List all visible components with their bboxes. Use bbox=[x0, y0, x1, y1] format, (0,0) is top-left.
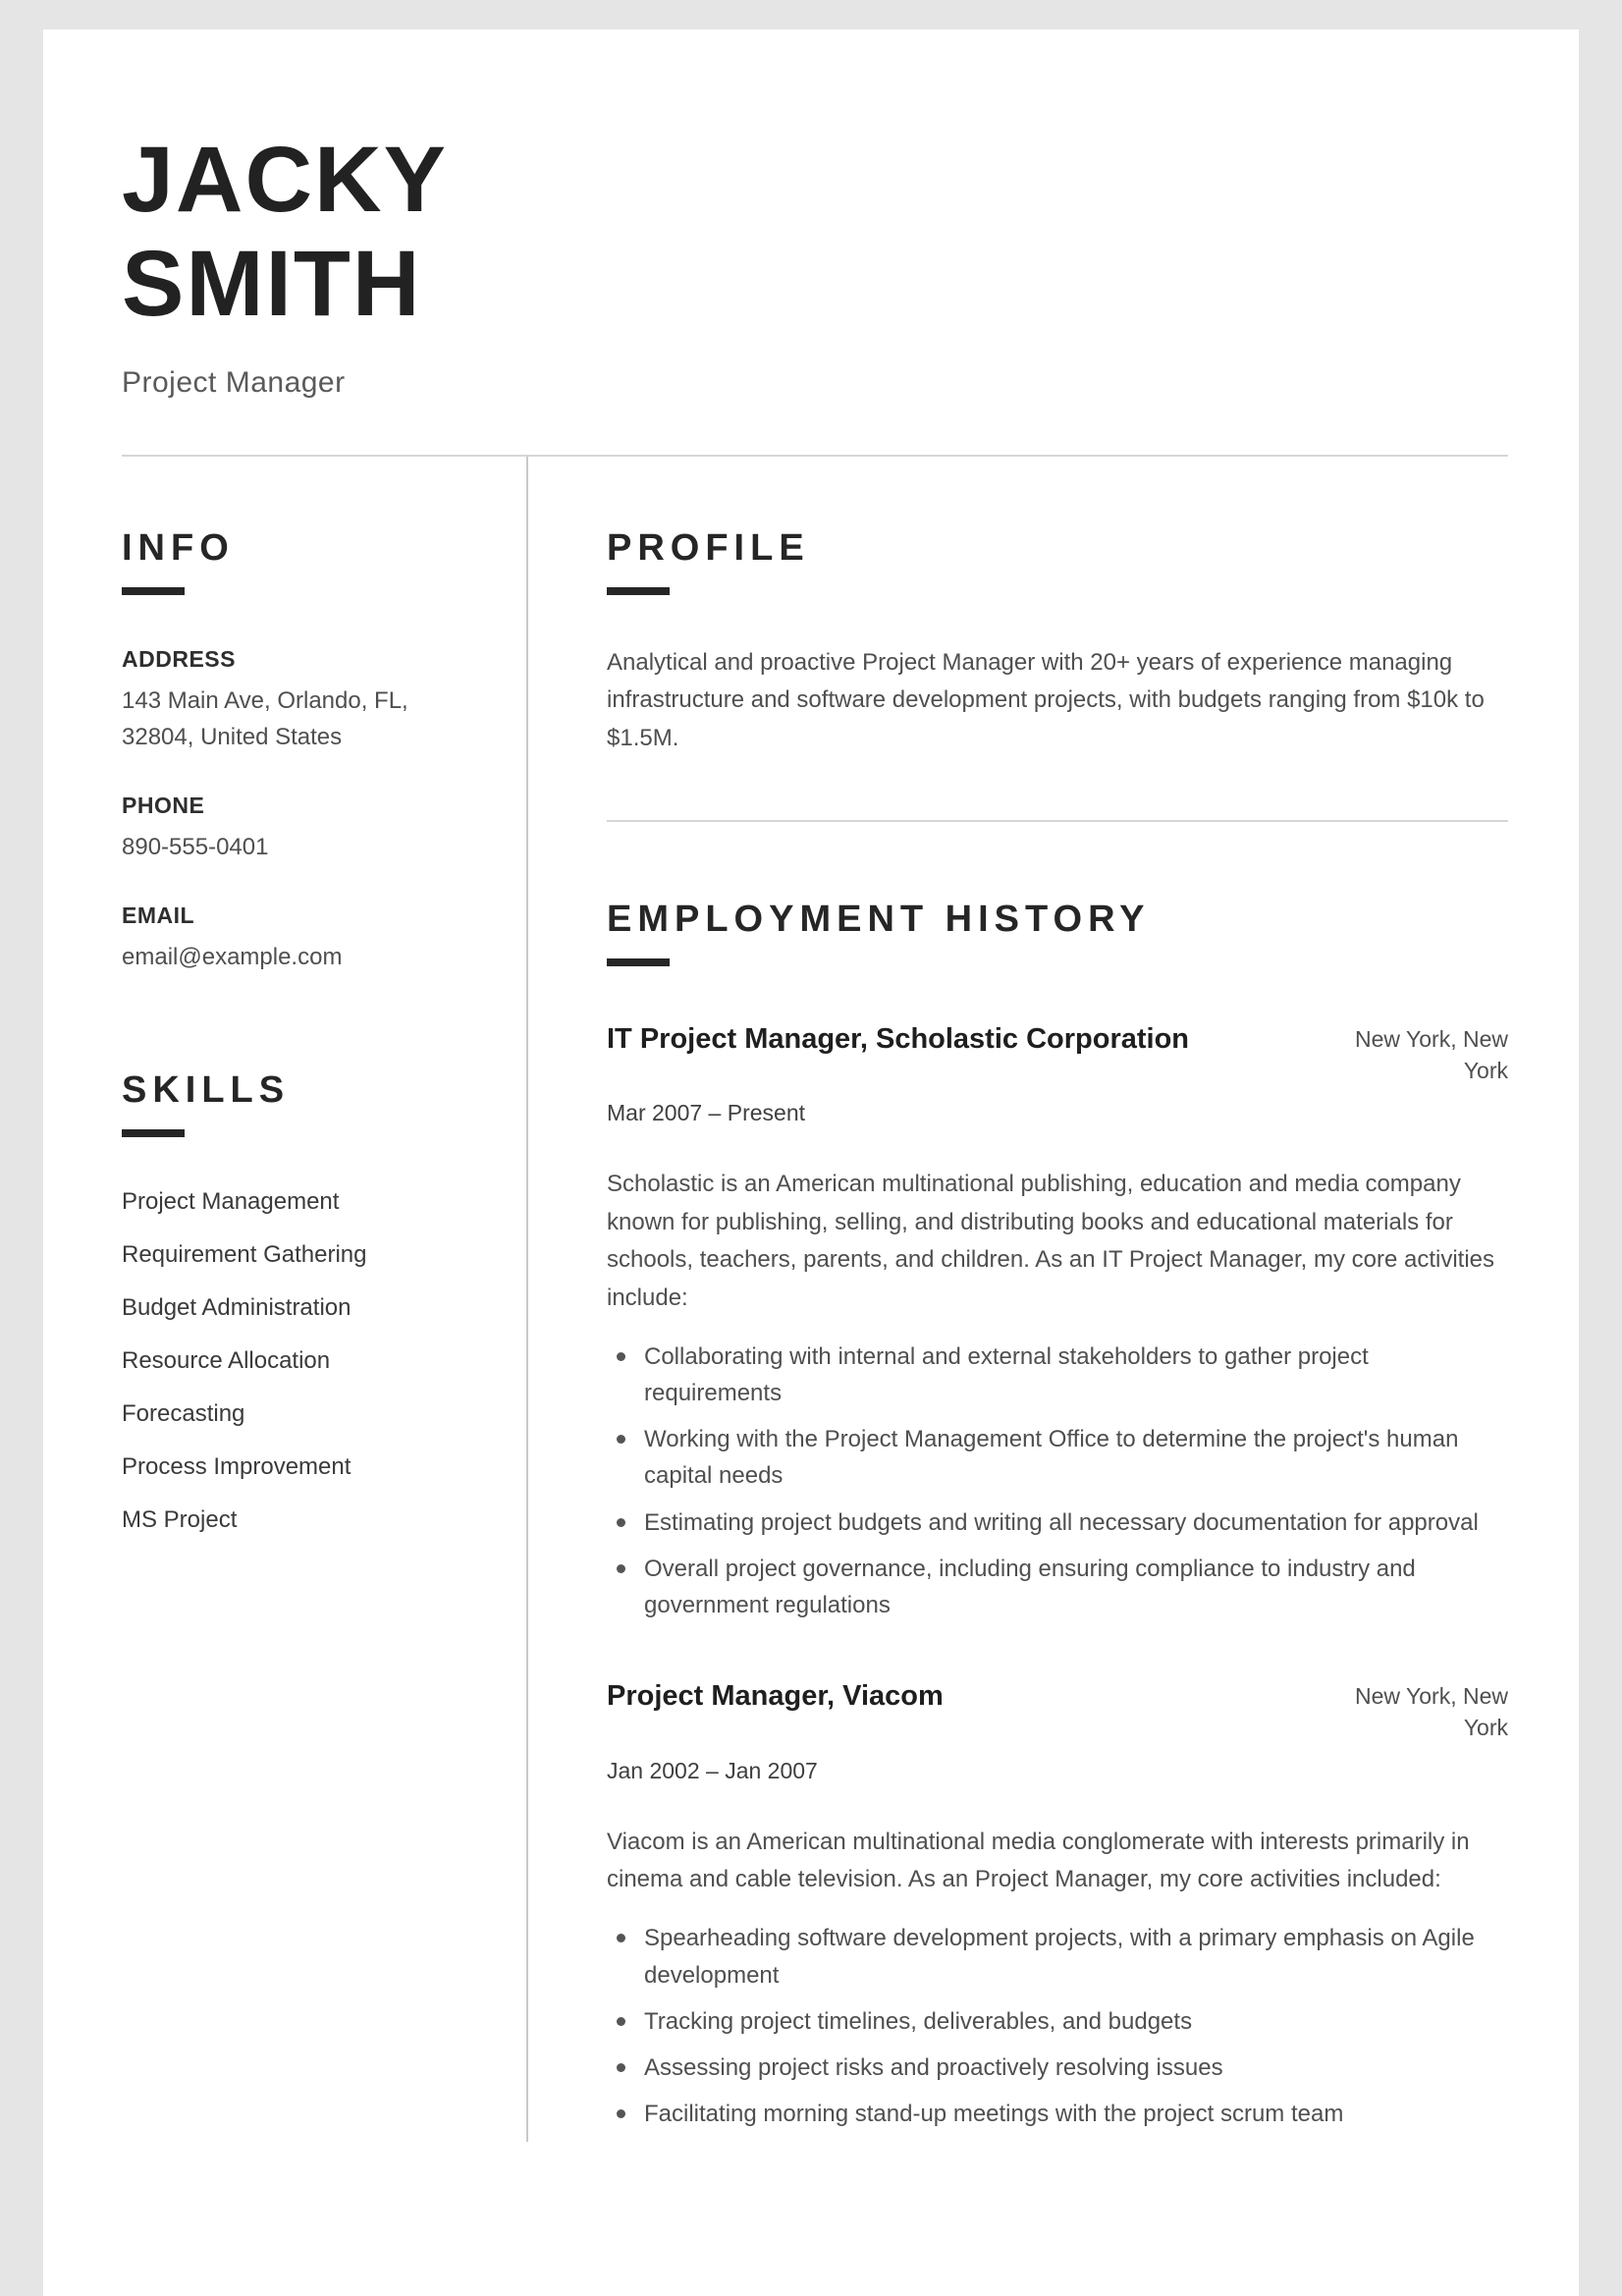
address-field bbox=[122, 646, 482, 755]
phone-value: 890-555-0401 bbox=[122, 834, 269, 861]
phone-field bbox=[122, 793, 482, 865]
email-field bbox=[122, 902, 482, 975]
skill-item: Forecasting bbox=[122, 1399, 245, 1427]
skill-item: Project Management bbox=[122, 1187, 340, 1215]
job-location: New York, New York bbox=[1355, 1683, 1508, 1741]
job-bullet: Tracking project timelines, deliverables, and budgets bbox=[638, 2003, 1508, 2040]
job-bullet: Spearheading software development projects, with a primary emphasis on Agile development bbox=[638, 1920, 1508, 1993]
skill-item: Budget Administration bbox=[122, 1293, 351, 1321]
job-title: IT Project Manager, Scholastic Corporation bbox=[607, 1022, 1190, 1055]
skills-heading-bar bbox=[122, 1129, 185, 1137]
info-heading: INFO bbox=[122, 526, 235, 569]
job-title: Project Manager, Viacom bbox=[607, 1680, 944, 1713]
job-bullet: Working with the Project Management Office to determine the project's human capital needs bbox=[638, 1421, 1508, 1494]
resume-page bbox=[43, 29, 1579, 2296]
job-bullet-list bbox=[607, 1920, 1508, 2132]
skill-item: Process Improvement bbox=[122, 1452, 351, 1480]
employment-heading: EMPLOYMENT HISTORY bbox=[607, 898, 1151, 940]
resume-header bbox=[122, 128, 1508, 400]
job-entry bbox=[607, 1680, 1508, 2132]
email-value: email@example.com bbox=[122, 944, 343, 971]
info-heading-bar bbox=[122, 587, 185, 595]
job-description: Scholastic is an American multinational publishing, education and media company known for publishing, selling, and distributing books and educational materials for schools, teachers, parents, and children. As an IT Project Manager, my core activities include: bbox=[607, 1171, 1494, 1311]
skills-list bbox=[122, 1188, 482, 1534]
candidate-name-line2: SMITH bbox=[122, 232, 422, 337]
job-entry bbox=[607, 1023, 1508, 1623]
profile-heading-bar bbox=[607, 587, 670, 595]
job-location: New York, New York bbox=[1355, 1025, 1508, 1084]
skill-item: Resource Allocation bbox=[122, 1346, 331, 1374]
candidate-name-line1: JACKY bbox=[122, 128, 449, 232]
skill-item: Requirement Gathering bbox=[122, 1240, 367, 1268]
job-bullet-list bbox=[607, 1339, 1508, 1623]
candidate-job-title: Project Manager bbox=[122, 365, 346, 399]
job-description: Viacom is an American multinational media conglomerate with interests primarily in cinema and cable television. As an Project Manager, my core activities included: bbox=[607, 1828, 1470, 1892]
job-bullet: Facilitating morning stand-up meetings with the project scrum team bbox=[638, 2096, 1508, 2132]
skills-heading: SKILLS bbox=[122, 1068, 291, 1111]
employment-section bbox=[607, 899, 1508, 2132]
job-header bbox=[607, 1680, 1508, 1743]
job-header bbox=[607, 1023, 1508, 1086]
job-dates: Jan 2002 – Jan 2007 bbox=[607, 1757, 818, 1783]
skills-section bbox=[122, 1069, 482, 1534]
sidebar-column bbox=[122, 457, 526, 2143]
job-dates: Mar 2007 – Present bbox=[607, 1100, 806, 1126]
phone-label: PHONE bbox=[122, 793, 205, 819]
profile-employment-divider bbox=[607, 820, 1508, 822]
profile-text: Analytical and proactive Project Manager with 20+ years of experience managing infrastructure and software development projects, with budgets ranging from $10k to $1.5M. bbox=[607, 648, 1485, 751]
info-section bbox=[122, 527, 482, 976]
info-fields bbox=[122, 646, 482, 976]
candidate-name bbox=[122, 128, 1508, 337]
job-bullet: Collaborating with internal and external stakeholders to gather project requirements bbox=[638, 1339, 1508, 1411]
skill-item: MS Project bbox=[122, 1505, 238, 1533]
address-label: ADDRESS bbox=[122, 645, 236, 672]
address-value: 143 Main Ave, Orlando, FL, 32804, United States bbox=[122, 686, 408, 750]
profile-section bbox=[607, 527, 1508, 757]
content-columns bbox=[122, 457, 1508, 2143]
profile-heading: PROFILE bbox=[607, 526, 810, 569]
job-bullet: Estimating project budgets and writing all necessary documentation for approval bbox=[638, 1504, 1508, 1541]
job-bullet: Assessing project risks and proactively resolving issues bbox=[638, 2050, 1508, 2086]
employment-heading-bar bbox=[607, 958, 670, 966]
job-bullet: Overall project governance, including ensuring compliance to industry and government regulations bbox=[638, 1551, 1508, 1623]
main-column bbox=[528, 457, 1508, 2143]
email-label: EMAIL bbox=[122, 902, 195, 929]
